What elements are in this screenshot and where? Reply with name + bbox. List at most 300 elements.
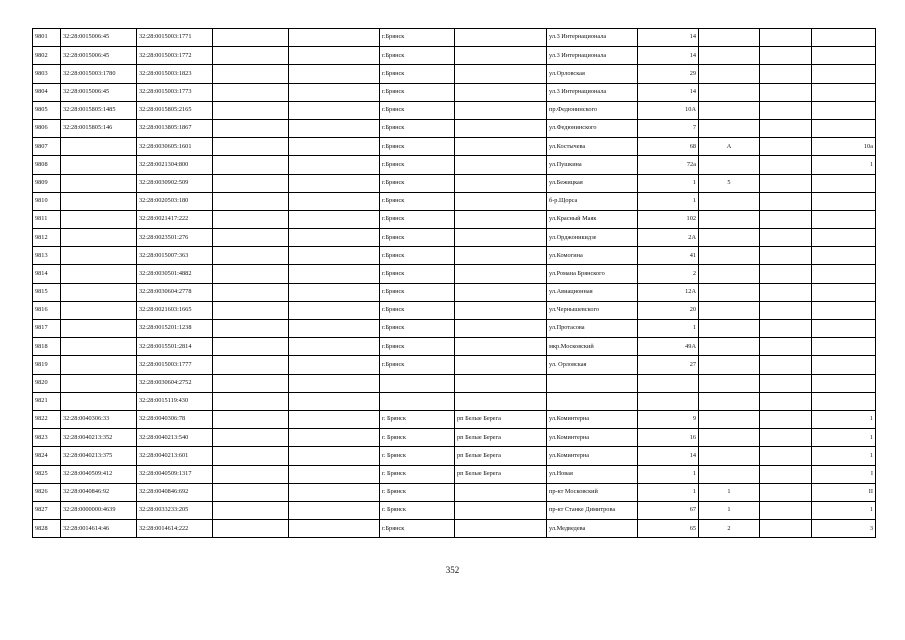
building-cell [699, 392, 760, 410]
district-cell [455, 501, 547, 519]
cadastral-object-cell: 32:28:0021417:222 [137, 210, 213, 228]
empty-cell [289, 156, 380, 174]
empty-cell [760, 119, 812, 137]
page-number: 352 [445, 565, 460, 575]
row-number-cell: 9805 [33, 101, 61, 119]
cadastral-object-cell: 32:28:0015003:1771 [137, 29, 213, 47]
district-cell [455, 520, 547, 538]
empty-cell [760, 356, 812, 374]
house-number-cell: 41 [638, 247, 699, 265]
apartment-cell [812, 192, 876, 210]
cadastral-parcel-cell: 32:28:0040509:412 [61, 465, 137, 483]
city-cell: г.Брянск [380, 301, 455, 319]
district-cell [455, 356, 547, 374]
building-cell [699, 156, 760, 174]
empty-cell [213, 410, 289, 428]
district-cell [455, 119, 547, 137]
cadastral-parcel-cell [61, 247, 137, 265]
row-number-cell: 9810 [33, 192, 61, 210]
district-cell: рп Белые Берега [455, 447, 547, 465]
district-cell [455, 156, 547, 174]
empty-cell [213, 483, 289, 501]
street-cell [547, 392, 638, 410]
cadastral-object-cell: 32:28:0030605:1601 [137, 138, 213, 156]
empty-cell [213, 174, 289, 192]
district-cell [455, 265, 547, 283]
house-number-cell: 65 [638, 520, 699, 538]
cadastral-parcel-cell [61, 265, 137, 283]
cadastral-parcel-cell [61, 374, 137, 392]
city-cell: г.Брянск [380, 520, 455, 538]
empty-cell [289, 119, 380, 137]
empty-cell [289, 483, 380, 501]
row-number-cell: 9811 [33, 210, 61, 228]
cadastral-parcel-cell: 32:28:0015805:1485 [61, 101, 137, 119]
house-number-cell: 2А [638, 229, 699, 247]
row-number-cell: 9819 [33, 356, 61, 374]
cadastral-parcel-cell: 32:28:0015003:1780 [61, 65, 137, 83]
cadastral-parcel-cell [61, 356, 137, 374]
cadastral-object-cell: 32:28:0015119:430 [137, 392, 213, 410]
row-number-cell: 9803 [33, 65, 61, 83]
row-number-cell: 9828 [33, 520, 61, 538]
district-cell: рп Белые Берега [455, 410, 547, 428]
row-number-cell: 9826 [33, 483, 61, 501]
table-row [33, 392, 876, 410]
empty-cell [213, 301, 289, 319]
city-cell: г. Брянск [380, 465, 455, 483]
city-cell: г.Брянск [380, 83, 455, 101]
city-cell: г.Брянск [380, 265, 455, 283]
row-number-cell: 9814 [33, 265, 61, 283]
house-number-cell: 27 [638, 356, 699, 374]
table-row [33, 192, 876, 210]
cadastral-parcel-cell [61, 192, 137, 210]
street-cell: ул. Орловская [547, 356, 638, 374]
cadastral-parcel-cell [61, 174, 137, 192]
apartment-cell: 1 [812, 410, 876, 428]
building-cell [699, 447, 760, 465]
apartment-cell: I [812, 465, 876, 483]
district-cell [455, 301, 547, 319]
street-cell: ул.Федюнинского [547, 119, 638, 137]
house-number-cell: 1 [638, 320, 699, 338]
empty-cell [213, 229, 289, 247]
street-cell: ул.Медведева [547, 520, 638, 538]
street-cell: б-р.Щорса [547, 192, 638, 210]
table-row [33, 410, 876, 428]
cadastral-parcel-cell: 32:28:0000000:4639 [61, 501, 137, 519]
district-cell [455, 483, 547, 501]
street-cell: пр.Федюнинского [547, 101, 638, 119]
table-row [33, 320, 876, 338]
table-row [33, 119, 876, 137]
table-row [33, 83, 876, 101]
cadastral-object-cell: 32:28:0021603:1665 [137, 301, 213, 319]
empty-cell [289, 29, 380, 47]
house-number-cell: 14 [638, 83, 699, 101]
street-cell: пр-кт Станке Димитрова [547, 501, 638, 519]
row-number-cell: 9827 [33, 501, 61, 519]
cadastral-parcel-cell [61, 392, 137, 410]
cadastral-object-cell: 32:28:0040846:692 [137, 483, 213, 501]
city-cell: г.Брянск [380, 283, 455, 301]
city-cell: г.Брянск [380, 338, 455, 356]
table-row [33, 29, 876, 47]
street-cell: мкр.Московский [547, 338, 638, 356]
table-row [33, 465, 876, 483]
cadastral-parcel-cell: 32:28:0015805:146 [61, 119, 137, 137]
table-row [33, 447, 876, 465]
district-cell [455, 283, 547, 301]
apartment-cell [812, 174, 876, 192]
district-cell [455, 338, 547, 356]
house-number-cell: 49А [638, 338, 699, 356]
apartment-cell [812, 119, 876, 137]
district-cell [455, 247, 547, 265]
city-cell: г.Брянск [380, 29, 455, 47]
row-number-cell: 9812 [33, 229, 61, 247]
row-number-cell: 9818 [33, 338, 61, 356]
house-number-cell: 2 [638, 265, 699, 283]
district-cell [455, 374, 547, 392]
empty-cell [760, 447, 812, 465]
apartment-cell: 1 [812, 156, 876, 174]
row-number-cell: 9807 [33, 138, 61, 156]
district-cell [455, 83, 547, 101]
apartment-cell [812, 210, 876, 228]
apartment-cell [812, 101, 876, 119]
house-number-cell [638, 374, 699, 392]
empty-cell [289, 65, 380, 83]
row-number-cell: 9806 [33, 119, 61, 137]
empty-cell [760, 29, 812, 47]
city-cell: г.Брянск [380, 247, 455, 265]
empty-cell [213, 320, 289, 338]
empty-cell [213, 192, 289, 210]
house-number-cell: 1 [638, 192, 699, 210]
empty-cell [289, 356, 380, 374]
row-number-cell: 9816 [33, 301, 61, 319]
empty-cell [760, 229, 812, 247]
row-number-cell: 9825 [33, 465, 61, 483]
empty-cell [289, 465, 380, 483]
empty-cell [289, 301, 380, 319]
empty-cell [289, 138, 380, 156]
apartment-cell [812, 265, 876, 283]
cadastral-object-cell: 32:28:0020503:180 [137, 192, 213, 210]
cadastral-object-cell: 32:28:0033233:205 [137, 501, 213, 519]
table-row [33, 374, 876, 392]
cadastral-parcel-cell [61, 210, 137, 228]
apartment-cell [812, 320, 876, 338]
empty-cell [760, 283, 812, 301]
empty-cell [760, 210, 812, 228]
building-cell [699, 83, 760, 101]
house-number-cell: 14 [638, 447, 699, 465]
empty-cell [760, 138, 812, 156]
cadastral-parcel-cell: 32:28:0014614:46 [61, 520, 137, 538]
apartment-cell: 10а [812, 138, 876, 156]
city-cell: г.Брянск [380, 229, 455, 247]
house-number-cell: 16 [638, 429, 699, 447]
apartment-cell [812, 47, 876, 65]
city-cell: г.Брянск [380, 174, 455, 192]
building-cell [699, 465, 760, 483]
empty-cell [289, 174, 380, 192]
district-cell: рп Белые Берега [455, 429, 547, 447]
street-cell: ул.Костычева [547, 138, 638, 156]
street-cell: ул.Пушкина [547, 156, 638, 174]
building-cell [699, 338, 760, 356]
table-row [33, 429, 876, 447]
table-row [33, 101, 876, 119]
city-cell: г. Брянск [380, 483, 455, 501]
street-cell: ул.Бежицкая [547, 174, 638, 192]
apartment-cell [812, 356, 876, 374]
house-number-cell: 1 [638, 465, 699, 483]
row-number-cell: 9820 [33, 374, 61, 392]
cadastral-parcel-cell [61, 338, 137, 356]
house-number-cell: 1 [638, 174, 699, 192]
row-number-cell: 9802 [33, 47, 61, 65]
cadastral-object-cell: 32:28:0014614:222 [137, 520, 213, 538]
house-number-cell: 9 [638, 410, 699, 428]
building-cell: 1 [699, 501, 760, 519]
empty-cell [760, 265, 812, 283]
table-row [33, 247, 876, 265]
cadastral-parcel-cell [61, 138, 137, 156]
cadastral-parcel-cell: 32:28:0040306:33 [61, 410, 137, 428]
empty-cell [213, 210, 289, 228]
city-cell: г.Брянск [380, 210, 455, 228]
empty-cell [213, 520, 289, 538]
building-cell [699, 356, 760, 374]
row-number-cell: 9808 [33, 156, 61, 174]
empty-cell [289, 320, 380, 338]
empty-cell [760, 429, 812, 447]
table-row [33, 138, 876, 156]
house-number-cell: 68 [638, 138, 699, 156]
empty-cell [213, 156, 289, 174]
empty-cell [213, 119, 289, 137]
empty-cell [289, 283, 380, 301]
apartment-cell [812, 392, 876, 410]
house-number-cell: 20 [638, 301, 699, 319]
district-cell [455, 29, 547, 47]
city-cell: г.Брянск [380, 138, 455, 156]
table-row [33, 356, 876, 374]
street-cell: ул.Авиационная [547, 283, 638, 301]
empty-cell [213, 465, 289, 483]
table-row [33, 265, 876, 283]
building-cell [699, 429, 760, 447]
table-row [33, 301, 876, 319]
building-cell [699, 210, 760, 228]
cadastral-object-cell: 32:28:0015805:2165 [137, 101, 213, 119]
empty-cell [289, 501, 380, 519]
street-cell: ул.Комогина [547, 247, 638, 265]
row-number-cell: 9813 [33, 247, 61, 265]
house-number-cell: 14 [638, 29, 699, 47]
district-cell [455, 392, 547, 410]
empty-cell [213, 429, 289, 447]
street-cell: ул.Коминтерна [547, 410, 638, 428]
empty-cell [213, 338, 289, 356]
building-cell [699, 192, 760, 210]
apartment-cell: 1 [812, 501, 876, 519]
empty-cell [760, 520, 812, 538]
city-cell: г.Брянск [380, 356, 455, 374]
empty-cell [760, 392, 812, 410]
street-cell: ул.Чернышевского [547, 301, 638, 319]
street-cell: ул.Коминтерна [547, 429, 638, 447]
table-row [33, 229, 876, 247]
cadastral-object-cell: 32:28:0015007:363 [137, 247, 213, 265]
empty-cell [760, 501, 812, 519]
empty-cell [289, 210, 380, 228]
empty-cell [213, 29, 289, 47]
row-number-cell: 9823 [33, 429, 61, 447]
empty-cell [289, 392, 380, 410]
cadastral-object-cell: 32:28:0015201:1238 [137, 320, 213, 338]
empty-cell [213, 101, 289, 119]
apartment-cell [812, 283, 876, 301]
empty-cell [760, 374, 812, 392]
empty-cell [289, 229, 380, 247]
district-cell [455, 101, 547, 119]
house-number-cell: 12А [638, 283, 699, 301]
cadastral-object-cell: 32:28:0015003:1777 [137, 356, 213, 374]
empty-cell [289, 520, 380, 538]
house-number-cell: 29 [638, 65, 699, 83]
table-row [33, 501, 876, 519]
city-cell: г.Брянск [380, 320, 455, 338]
house-number-cell: 67 [638, 501, 699, 519]
district-cell [455, 174, 547, 192]
cadastral-object-cell: 32:28:0015501:2814 [137, 338, 213, 356]
street-cell [547, 374, 638, 392]
row-number-cell: 9815 [33, 283, 61, 301]
city-cell: г.Брянск [380, 156, 455, 174]
row-number-cell: 9821 [33, 392, 61, 410]
house-number-cell: 1 [638, 483, 699, 501]
cadastral-object-cell: 32:28:0015003:1772 [137, 47, 213, 65]
row-number-cell: 9804 [33, 83, 61, 101]
table-row [33, 520, 876, 538]
building-cell [699, 320, 760, 338]
empty-cell [213, 356, 289, 374]
city-cell: г. Брянск [380, 501, 455, 519]
register-table [32, 28, 876, 538]
apartment-cell [812, 374, 876, 392]
building-cell: А [699, 138, 760, 156]
district-cell [455, 47, 547, 65]
building-cell [699, 29, 760, 47]
empty-cell [213, 374, 289, 392]
apartment-cell: 3 [812, 520, 876, 538]
cadastral-parcel-cell [61, 156, 137, 174]
building-cell: 2 [699, 520, 760, 538]
row-number-cell: 9801 [33, 29, 61, 47]
cadastral-object-cell: 32:28:0040306:78 [137, 410, 213, 428]
cadastral-parcel-cell [61, 301, 137, 319]
district-cell [455, 210, 547, 228]
empty-cell [213, 447, 289, 465]
empty-cell [760, 247, 812, 265]
building-cell [699, 265, 760, 283]
table-row [33, 283, 876, 301]
table-row [33, 156, 876, 174]
apartment-cell: 1 [812, 429, 876, 447]
cadastral-object-cell: 32:28:0040213:601 [137, 447, 213, 465]
empty-cell [760, 83, 812, 101]
empty-cell [289, 374, 380, 392]
district-cell [455, 229, 547, 247]
empty-cell [760, 47, 812, 65]
building-cell [699, 119, 760, 137]
apartment-cell [812, 301, 876, 319]
table-row [33, 65, 876, 83]
empty-cell [289, 47, 380, 65]
cadastral-parcel-cell: 32:28:0040846:92 [61, 483, 137, 501]
cadastral-object-cell: 32:28:0015003:1823 [137, 65, 213, 83]
building-cell [699, 301, 760, 319]
table-body [33, 29, 876, 538]
cadastral-object-cell: 32:28:0040509:1317 [137, 465, 213, 483]
empty-cell [213, 65, 289, 83]
cadastral-object-cell: 32:28:0030604:2778 [137, 283, 213, 301]
district-cell [455, 320, 547, 338]
empty-cell [289, 101, 380, 119]
building-cell: 1 [699, 483, 760, 501]
district-cell [455, 65, 547, 83]
apartment-cell [812, 65, 876, 83]
apartment-cell [812, 338, 876, 356]
empty-cell [289, 83, 380, 101]
apartment-cell: II [812, 483, 876, 501]
apartment-cell [812, 229, 876, 247]
street-cell: ул.Протасова [547, 320, 638, 338]
house-number-cell: 10А [638, 101, 699, 119]
row-number-cell: 9822 [33, 410, 61, 428]
table-row [33, 338, 876, 356]
cadastral-parcel-cell: 32:28:0015006:45 [61, 29, 137, 47]
city-cell: г. Брянск [380, 429, 455, 447]
building-cell [699, 101, 760, 119]
house-number-cell: 14 [638, 47, 699, 65]
cadastral-parcel-cell: 32:28:0040213:375 [61, 447, 137, 465]
cadastral-parcel-cell [61, 283, 137, 301]
empty-cell [760, 65, 812, 83]
city-cell: г.Брянск [380, 192, 455, 210]
house-number-cell [638, 392, 699, 410]
street-cell: ул.Орловская [547, 65, 638, 83]
street-cell: ул.Коминтерна [547, 447, 638, 465]
city-cell: г.Брянск [380, 65, 455, 83]
building-cell: 5 [699, 174, 760, 192]
empty-cell [289, 247, 380, 265]
empty-cell [289, 447, 380, 465]
table-row [33, 174, 876, 192]
empty-cell [289, 429, 380, 447]
cadastral-object-cell: 32:28:0040213:540 [137, 429, 213, 447]
apartment-cell [812, 29, 876, 47]
street-cell: ул.3 Интернационала [547, 47, 638, 65]
empty-cell [760, 101, 812, 119]
house-number-cell: 102 [638, 210, 699, 228]
empty-cell [760, 156, 812, 174]
